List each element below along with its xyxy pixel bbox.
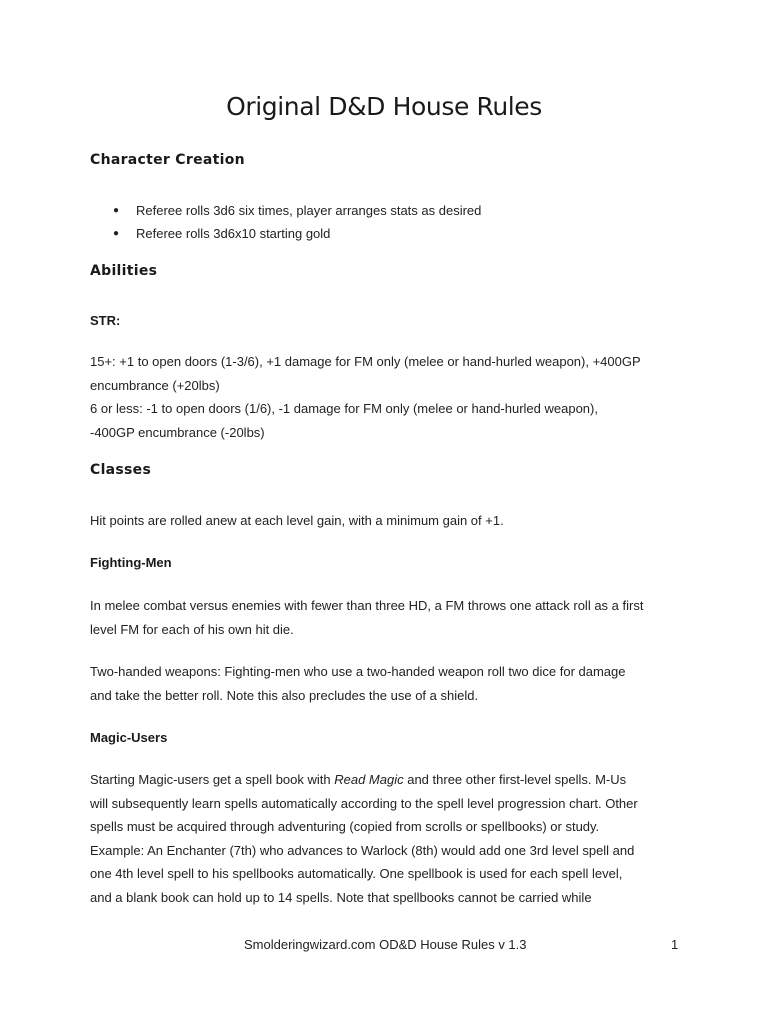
text-run: and three other first-level spells. M-Us bbox=[403, 772, 627, 787]
text-line: and take the better roll. Note this also precludes the use of a shield. bbox=[90, 687, 479, 703]
text-line bbox=[90, 768, 690, 792]
fighting-men-paragraph-1 bbox=[90, 594, 690, 641]
text-line: and a blank book can hold up to 14 spells. Note that spellbooks cannot be carried while bbox=[90, 889, 592, 905]
text-line: spells must be acquired through adventuring (copied from scrolls or spellbooks) or study. bbox=[90, 819, 600, 834]
text-line: 15+: +1 to open doors (1-3/6), +1 damage for FM only (melee or hand-hurled weapon), +400GP bbox=[90, 354, 641, 369]
spell-name-italic: Read Magic bbox=[334, 772, 404, 787]
footer-text: Smolderingwizard.com OD&D House Rules v 1.3 bbox=[244, 937, 527, 952]
text-line: Example: An Enchanter (7th) who advances to Warlock (8th) would add one 3rd level spell and bbox=[90, 842, 635, 858]
heading-magic-users: Magic-Users bbox=[90, 730, 168, 745]
text-line: will subsequently learn spells automatically according to the spell level progression chart. Other bbox=[90, 795, 638, 811]
text-line: In melee combat versus enemies with fewer than three HD, a FM throws one attack roll as a first bbox=[90, 598, 644, 613]
text-line: one 4th level spell to his spellbooks automatically. One spellbook is used for each spell level, bbox=[90, 866, 623, 881]
bullet-icon: ● bbox=[113, 205, 120, 216]
fighting-men-paragraph-2 bbox=[90, 660, 690, 707]
text-line: encumbrance (+20lbs) bbox=[90, 377, 220, 393]
text-run: Starting Magic-users get a spell book with bbox=[90, 772, 335, 787]
heading-str: STR: bbox=[90, 313, 121, 328]
str-paragraph bbox=[90, 350, 690, 444]
list-item-text: Referee rolls 3d6x10 starting gold bbox=[136, 226, 331, 241]
classes-intro bbox=[90, 509, 690, 533]
text-line: -400GP encumbrance (-20lbs) bbox=[90, 424, 265, 440]
heading-fighting-men: Fighting-Men bbox=[90, 555, 172, 570]
bullet-icon: ● bbox=[113, 228, 120, 239]
page-number: 1 bbox=[671, 937, 679, 952]
text-line: level FM for each of his own hit die. bbox=[90, 621, 294, 637]
list-item bbox=[90, 223, 481, 246]
list-item-text: Referee rolls 3d6 six times, player arranges stats as desired bbox=[136, 203, 482, 218]
magic-users-paragraph bbox=[90, 768, 690, 909]
text-line: Two-handed weapons: Fighting-men who use a two-handed weapon roll two dice for damage bbox=[90, 664, 626, 679]
document-title: Original D&D House Rules bbox=[226, 92, 542, 121]
heading-character-creation: Character Creation bbox=[90, 152, 245, 168]
text-line: 6 or less: -1 to open doors (1/6), -1 damage for FM only (melee or hand-hurled weapon), bbox=[90, 401, 598, 416]
heading-abilities: Abilities bbox=[90, 263, 158, 279]
character-creation-list bbox=[90, 200, 481, 246]
text-line: Hit points are rolled anew at each level gain, with a minimum gain of +1. bbox=[90, 513, 504, 528]
heading-classes: Classes bbox=[90, 462, 152, 478]
list-item bbox=[90, 200, 481, 223]
